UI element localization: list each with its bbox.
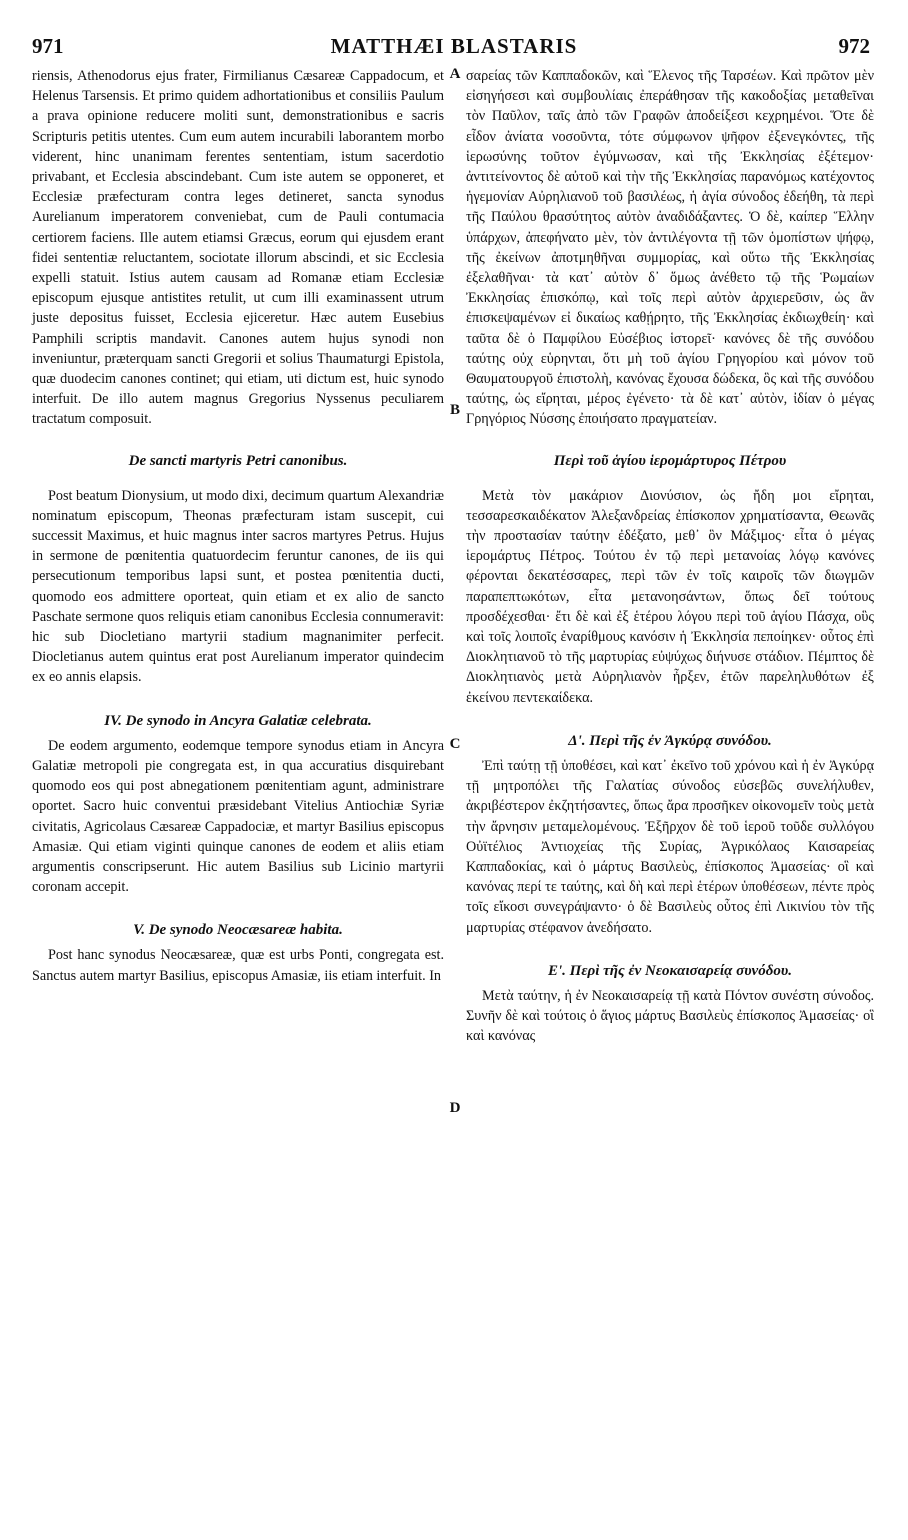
latin-ancyra-paragraph: De eodem argumento, eodemque tempore synodus etiam in Ancyra Galatiæ metropoli pie congregata est, in qua accuratius disquirebant quomodo eos qui post abnegationem pœnitentiam agunt, administrare oportet. Sacro huic conventui præsidebant Vitelius Antiochiæ Syriæ civitatis, Agricolaus Cæsareæ Cappadociæ, et martyr Basilius episcopus Amasiæ. Qui etiam viginti quinque canones de eodem et aliis etiam argumentis conscripserunt. Hic autem Basilius sub Licinio martyrii coronam accepit. [32, 737, 444, 896]
greek-heading-petri: Περὶ τοῦ ἁγίου ἱερομάρτυρος Πέτρου [553, 452, 787, 469]
margin-marker-c: C [449, 736, 461, 752]
greek-intro-paragraph: σαρείας τῶν Καππαδοκῶν, καὶ Ἕλενος τῆς Ταρσέων. Καὶ πρῶτον μὲν εἰσηγήσεσι καὶ συμβουλίαις ἐπεράθησαν τῆς κακοδοξίας μεταθεῖναι τὸν Παῦλον, ταῖς ἀπὸ τῶν Γραφῶν ἀποδείξεσι κεχρημένοι. Ὅτε δὲ εἶδον ἀνίατα νοσοῦντα, τότε σύμφωνον ψῆφον ἐξενεγκόντες, τῆς ἱερωσύνης τοῦτον ἐγύμνωσαν, καὶ τῆς Ἐκκλησίας ἐξέτεμον· ἀντιτείνοντος δὲ αὐτοῦ καὶ τὴν τῆς Ἐκκλησίας παρανόμως κατέχοντος ἡγεμονίαν Αὐρηλιανοῦ τοῦ βασιλέως, ἡ ἁγία σύνοδος ἐδεήθη, τὰ περὶ τῆς Παύλου θρασύτητος αὐτὸν ἀναδιδάξαντες. Ὁ δὲ, καίπερ Ἕλλην ὑπάρχων, ἀπεφήνατο μὲν, τὸν ἀντιλέγοντα τῇ τῶν ὁμοπίστων ψήφῳ, τῆς ἐκείνων ἀποτμηθῆναι συμμορίας, καὶ οὕτω τῆς Ἐκκλησίας ἐξελαθῆναι· τὰ κατ᾽ αὐτὸν δ᾽ ὅμως ἀνέθετο τῷ τῆς Ῥωμαίων Ἐκκλησίας ἐπισκόπῳ, καὶ τοῖς περὶ αὐτὸν ἀρχιερεῦσιν, ὡς ἂν ἐπισκεψαμένων εἰ δικαίως καθῄρητο, τῆς Ἐκκλησίας ἐκδιωχθείη· καὶ ταῦτα δὲ ὁ Παμφίλου Εὐσέβιος ἱστορεῖ· κανόνες δὲ τῆς συνόδου ταύτης οὐχ εὑρηνται, ὅτι μὴ τοῦ ἁγίου Γρηγορίου καὶ μόνον τοῦ Θαυματουργοῦ ἐπιστολὴ, κανόνας ἔχουσα δώδεκα, ὃς καὶ τῆς συνόδου ταύτης, ὡς εἴρηται, μέρος ἐγένετο· τὰ δὲ κατ᾽ αὐτὸν, ἰδίαν ὁ μέγας Γρηγόριος Νύσσης ἐποιήσατο πραγματείαν. [466, 68, 874, 428]
latin-heading-petri: De sancti martyris Petri canonibus. [128, 452, 348, 469]
greek-ancyra-paragraph: Ἐπὶ ταύτῃ τῇ ὑποθέσει, καὶ κατ᾽ ἐκεῖνο τοῦ χρόνου καὶ ἡ ἐν Ἀγκύρᾳ τῇ μητροπόλει τῆς Γαλατίας σύνοδος εὐσεβῶς συνελήλυθεν, ἀκριβέστερον ἐκζητήσαντες, ὅπως ἄρα προσῆκεν οἰκονομεῖν τοὺς μετὰ τὴν ἄρνησιν μεταμελομένους. Ἐξῆρχον δὲ τοῦ ἱεροῦ τοῦδε συλλόγου Οὐϊτέλιος Ἀντιοχείας τῆς Συρίας, Ἀγρικόλαος Καισαρείας Καππαδοκίας, καὶ ὁ μάρτυς Βασιλεὺς, ἐπίσκοπος Ἀμασείας· οἳ καὶ κανόνας περί τε ταύτης, καὶ δὴ καὶ περὶ ἑτέρων ὑποθέσεων, πέντε πρὸς τοῖς εἴκοσι συνεγράψαντο· ὁ δὲ Βασιλεὺς οὗτος ἐπὶ Λικινίου τὸν τῆς μαρτυρίας στέφανον ἀνεδήσατο. [466, 757, 874, 936]
greek-neocaesarea-paragraph: Μετὰ ταύτην, ἡ ἐν Νεοκαισαρείᾳ τῇ κατὰ Πόντον συνέστη σύνοδος. Συνῆν δὲ καὶ τούτοις ὁ ἅγιος μάρτυς Βασιλεὺς ἐπίσκοπος Ἀμασείας· οἳ καὶ κανόνας [466, 987, 874, 1045]
greek-heading-neocaesarea: Ε'. Περὶ τῆς ἐν Νεοκαισαρείᾳ συνόδου. [548, 962, 792, 979]
page-number-left: 971 [32, 34, 64, 58]
page-number-right: 972 [838, 34, 870, 58]
latin-petri-paragraph: Post beatum Dionysium, ut modo dixi, decimum quartum Alexandriæ nominatum episcopum, Theonas præfecturam istam suscepit, cui successit Maximus, et huic magnus inter sacros martyres Petrus. Hujus in sermone de pœnitentia quatuordecim feruntur canones, de iis qui persecutionum temporibus lapsi sunt, et postea pœnitentia ducti, quomodo eos admittere oporteat, quin etiam et ex alio de sancto Paschate sermone quos reliquis etiam canonibus Ecclesia connumeravit: hic sub Diocletiano martyrii stadium magnanimiter perfecit. Diocletianus autem quintus erat post Aurelianum imperator quindecim ex eo annis elapsis. [32, 487, 444, 686]
greek-column [466, 66, 874, 1046]
margin-marker-b: B [449, 402, 460, 418]
page-header [0, 32, 908, 66]
latin-heading-neocaesarea: V. De synodo Neocæsareæ habita. [133, 922, 343, 939]
margin-marker-a: A [449, 66, 461, 82]
latin-intro-paragraph: riensis, Athenodorus ejus frater, Firmilianus Cæsareæ Cappadocum, et Helenus Tarsensis. Et primo quidem adhortationibus et consiliis Paulum a prava opinione reducere moliti sunt, demonstrationibus e sacris Scripturis petitis utentes. Cum eum autem incurabili laborantem morbo viderent, hinc unanimam ferentes sententiam, istum sacerdotio privabant, et Ecclesia abscindebant. Cum iste autem se opponeret, et Ecclesiæ præfecturam contra leges detineret, sancta synodus Aurelianum imperatorem conveniebat, cum de Pauli contumacia certiorem faciens. Ille autem etiamsi Græcus, eorum qui ejusdem erant fidei sententiæ reluctantem, sociotate illorum abscindi, et sic Ecclesia expelli statuit. Istius autem causam ad Romanæ etiam Ecclesiæ episcopum ejusque antistites retulit, ut cum illi examinassent utrum juste depositus fuisset, Ecclesia ejiceretur. Hæc autem Eusebius Pamphili scriptis mandavit. Canones autem hujus synodi non inveniuntur, præterquam sancti Gregorii et solius Thaumaturgi Epistola, quæ duodecim canones continet; qui etiam, uti dictum est, huic synodo interfuit. De illo autem magnus Gregorius Nyssenus peculiarem tractatum composuit. [32, 68, 444, 428]
latin-neocaesarea-paragraph: Post hanc synodus Neocæsareæ, quæ est urbs Ponti, congregata est. Sanctus autem martyr Basilius, episcopus Amasiæ, iis etiam interfuit. In [32, 947, 444, 984]
running-title: MATTHÆI BLASTARIS [330, 34, 578, 58]
latin-heading-ancyra: IV. De synodo in Ancyra Galatiæ celebrata. [104, 712, 372, 729]
margin-marker-d: D [449, 1100, 461, 1116]
greek-heading-ancyra: Δ'. Περὶ τῆς ἐν Ἀγκύρᾳ συνόδου. [568, 732, 772, 749]
latin-column [32, 66, 444, 986]
greek-petri-paragraph: Μετὰ τὸν μακάριον Διονύσιον, ὡς ἤδη μοι εἴρηται, τεσσαρεσκαιδέκατον Ἀλεξανδρείας ἐπίσκοπον χρηματίσαντα, Θεωνᾶς τὴν προστασίαν ταύτην ἐδέξατο, μεθ᾽ ὃν Μάξιμος· εἶτα ὁ μέγας ἱερομάρτυς Πέτρος. Τούτου ἐν τῷ περὶ μετανοίας λόγῳ κανόνες φέρονται δεκατέσσαρες, περὶ τῶν ἐν τοῖς καιροῖς τῶν διωγμῶν παραπεπτωκότων, εἶτα μετανοησάντων, ὅπως δεῖ τούτους προσδέχεσθαι· ἔτι δὲ καὶ ἐξ ἑτέρου λόγου περὶ τοῦ ἁγίου Πάσχα, οὓς καὶ τοῖς λοιποῖς ἐναρίθμους κανόσιν ἡ Ἐκκλησία πεποίηκεν· οὗτος ἐπὶ Διοκλητιανοῦ τὸ τῆς μαρτυρίας εὐψύχως διήνυσε στάδιον. Πέμπτος δὲ Διοκλητιανὸς μετὰ Αὐρηλιανὸν ἦρξεν, ἐτῶν παρεληλυθότων ἐξ ἐκείνου πεντεκαίδεκα. [466, 487, 874, 706]
